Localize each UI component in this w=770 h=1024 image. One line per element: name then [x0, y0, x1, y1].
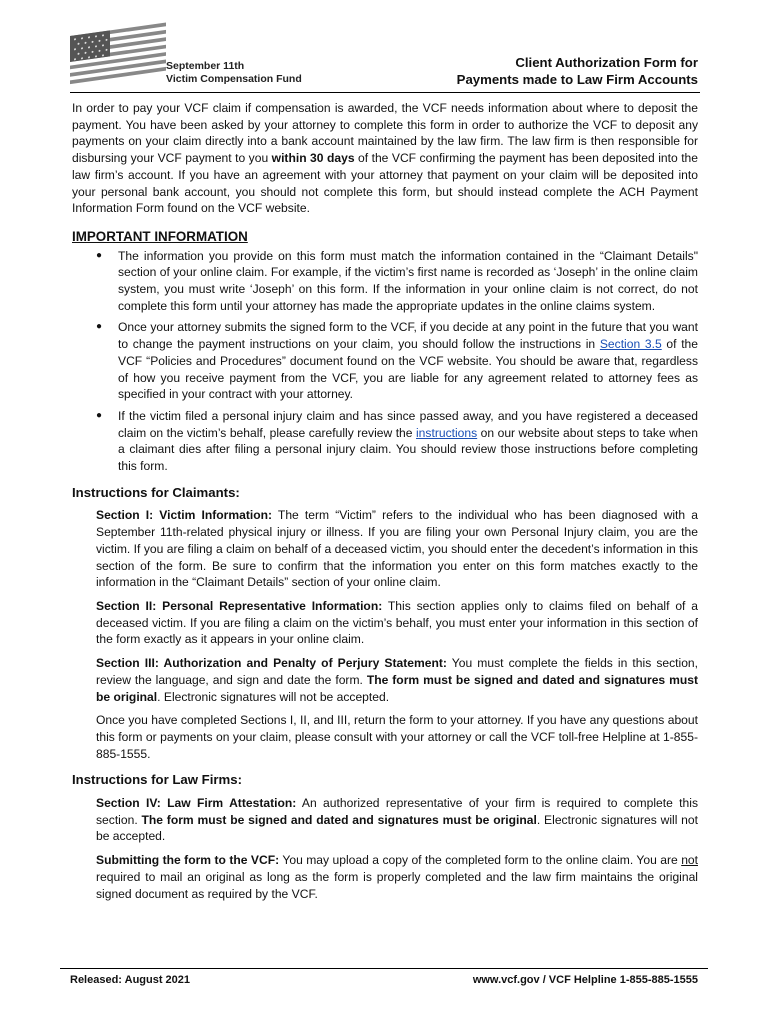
- section-4-paragraph: [96, 795, 698, 845]
- section-4-bold: The form must be signed and dated and signatures must be original: [141, 812, 537, 827]
- form-title-line-1: Client Authorization Form for: [515, 55, 698, 70]
- logo-line-2: Victim Compensation Fund: [166, 73, 302, 85]
- form-title: [457, 54, 698, 88]
- section-3-label: Section III: Authorization and Penalty of Perjury Statement:: [96, 656, 447, 671]
- section-3-paragraph: [96, 655, 698, 705]
- list-item: [72, 248, 698, 315]
- section-3-bold: The form must be signed and dated and signatures must be original: [96, 672, 698, 704]
- section-1-label: Section I: Victim Information:: [96, 508, 273, 523]
- lawfirms-heading: Instructions for Law Firms:: [72, 772, 242, 788]
- instructions-link[interactable]: instructions: [416, 425, 478, 440]
- submitting-text-2: required to mail an original as long as the form is properly completed and the law firm maintains the original signed document as required by the VCF.: [96, 869, 698, 901]
- bullet-icon: ●: [96, 321, 103, 333]
- important-list: [72, 248, 698, 475]
- vcf-logo: [70, 22, 320, 92]
- released-date: Released: August 2021: [70, 974, 191, 986]
- section-2-paragraph: [96, 598, 698, 648]
- bullet-text: Once your attorney submits the signed form to the VCF, if you decide at any point in the future that you want to change the payment instructions on your claim, you should follow the instructions in: [118, 320, 698, 352]
- intro-bold: within 30 days: [271, 151, 355, 166]
- intro-text-2: of the VCF confirming the payment has been deposited into the law firm’s account. If you have an agreement with your attorney that payment on your claim will be deposited into your personal bank account, you should not complete this form, but should instead complete the ACH Payment Information Form found on the VCF website.: [72, 151, 699, 216]
- section-3-text: You must complete the fields in this section, review the language, and sign and date the form.: [96, 656, 698, 687]
- list-item: [72, 319, 698, 403]
- bullet-icon: ●: [96, 409, 103, 421]
- bullet-text: The information you provide on this form must match the information contained in the “Claimant Details" section of your online claim. For example, if the victim’s first name is recorded as ‘Joseph’ in the online claim system, you must write ‘Joseph’ on this form. If the information in your online claim is not correct, do not complete this form until your attorney has made the appropriate updates in the online claims system.: [118, 248, 698, 313]
- submitting-paragraph: [96, 852, 698, 902]
- section-4-text: An authorized representative of your firm is required to complete this section.: [96, 796, 698, 827]
- intro-paragraph: [72, 100, 698, 217]
- bullet-text: on our website about steps to take when a claimant dies after filing a personal injury claim. You should review those instructions before completing this form.: [118, 425, 699, 474]
- section-3-text-2: . Electronic signatures will not be accepted.: [157, 689, 390, 704]
- submitting-not: not: [681, 853, 698, 868]
- header-divider: [70, 92, 700, 93]
- bullet-text: of the VCF “Policies and Procedures” document found on the VCF website. You should be aware that, regardless of how you receive payment from the VCF, you are liable for any agreement related to attorney fees as specified in your contract with your attorney.: [118, 337, 699, 402]
- document-body: [72, 100, 698, 909]
- american-flag-icon: [70, 22, 170, 88]
- claimants-closing-paragraph: Once you have completed Sections I, II, and III, return the form to your attorney. If you have any questions about this form or payments on your claim, please consult with your attorney or call the VCF toll-free Helpline at 1-855-885-1555.: [96, 713, 698, 761]
- claimants-heading: Instructions for Claimants:: [72, 484, 240, 500]
- submitting-label: Submitting the form to the VCF:: [96, 853, 280, 868]
- logo-line-1: September 11th: [166, 60, 245, 72]
- section-4-label: Section IV: Law Firm Attestation:: [96, 796, 297, 811]
- submitting-text: You may upload a copy of the completed form to the online claim. You are: [279, 853, 682, 868]
- footer-divider: [60, 968, 708, 969]
- section-2-text: This section applies only to claims filed on behalf of a deceased victim. If you are filing a claim on the victim’s behalf, you must enter your information in this section of the form exactly as it appears in your online claim.: [96, 598, 699, 647]
- footer-contact: www.vcf.gov / VCF Helpline 1-855-885-1555: [472, 974, 698, 986]
- section-2-label: Section II: Personal Representative Information:: [96, 598, 383, 613]
- logo-text: [166, 60, 302, 86]
- intro-text-1: In order to pay your VCF claim if compensation is awarded, the VCF needs information about where to deposit the payment. You have been asked by your attorney to complete this form in order to authorize the VCF to deposit any payments on your claim directly into a bank account maintained by the law firm. The law firm is then responsible for disbursing your VCF payment to you: [72, 101, 698, 166]
- important-heading: IMPORTANT INFORMATION: [72, 228, 248, 244]
- form-title-line-2: Payments made to Law Firm Accounts: [456, 72, 698, 87]
- section-3-5-link[interactable]: Section 3.5: [599, 337, 662, 352]
- bullet-icon: ●: [96, 249, 103, 261]
- list-item: [72, 408, 698, 475]
- section-4-text-2: . Electronic signatures will not be accepted.: [96, 812, 698, 844]
- section-1-text: The term “Victim” refers to the individual who has been diagnosed with a September 11th-related physical injury or illness. If you are filing your own Personal Injury claim, you are the victim. If you are filing a claim on behalf of a deceased victim, you should enter the decedent’s information in this section of the form. Be sure to confirm that the information you enter on this form matches exactly to the information in the “Claimant Details” section of your online claim.: [96, 508, 698, 590]
- bullet-text: If the victim filed a personal injury claim and has since passed away, and you have registered a deceased claim on the victim’s behalf, please carefully review the: [118, 408, 698, 440]
- section-1-paragraph: [96, 507, 698, 591]
